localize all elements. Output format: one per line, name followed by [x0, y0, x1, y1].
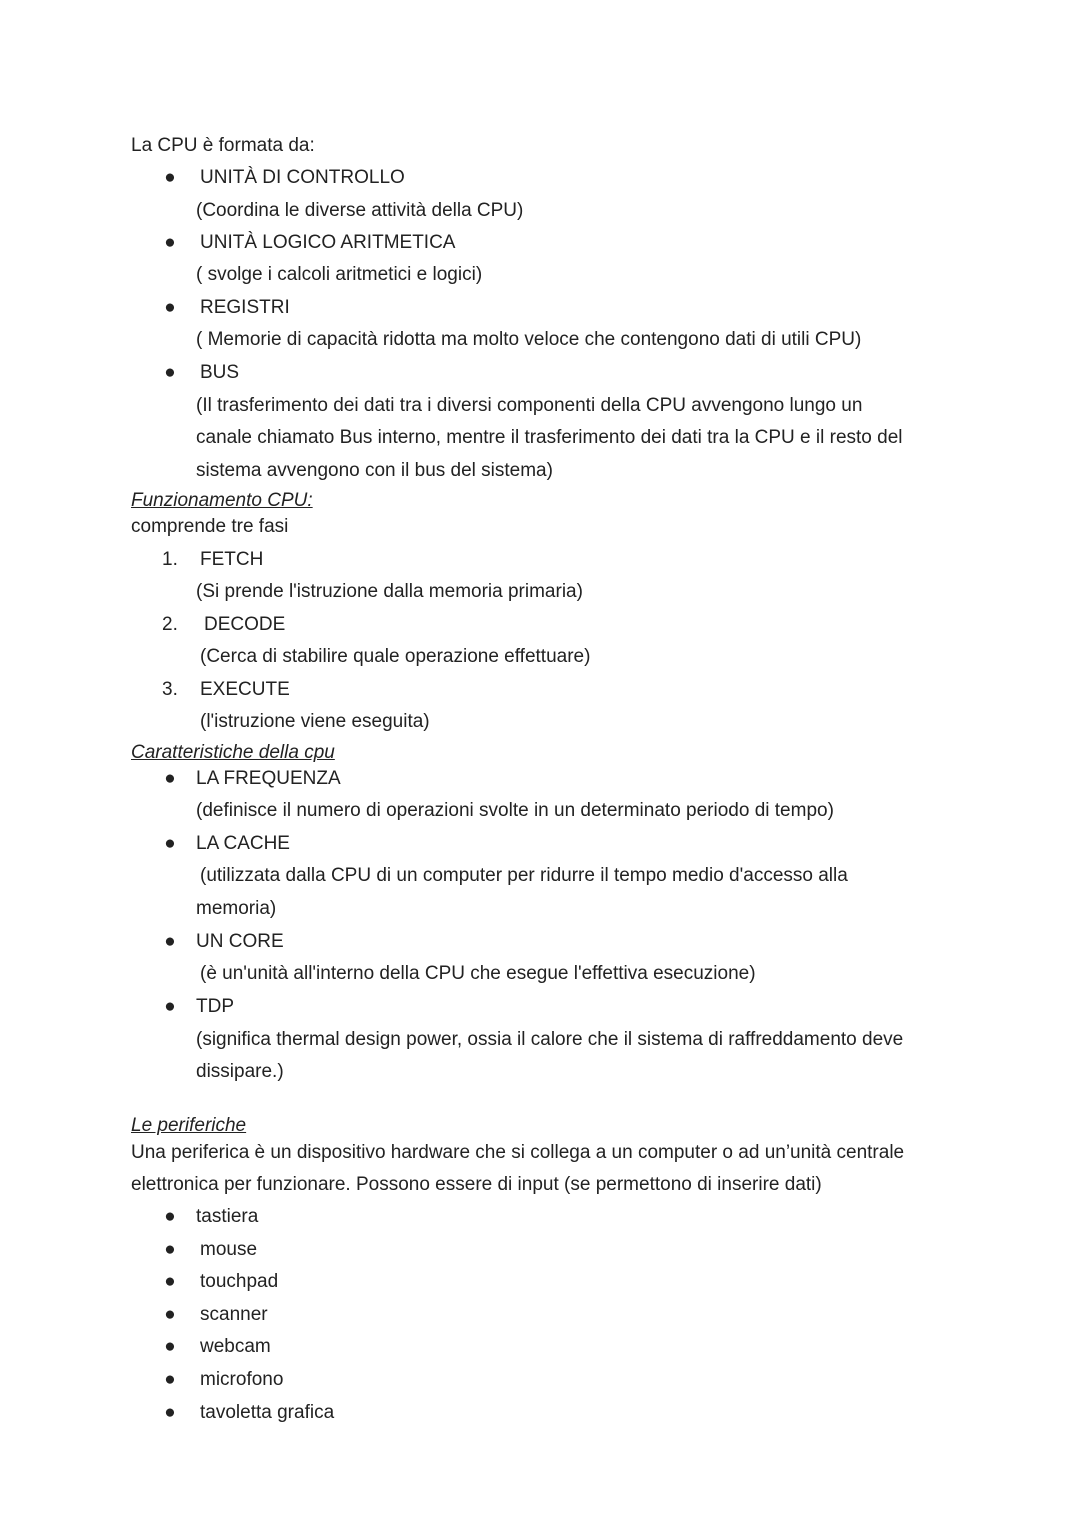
feature-desc: (è un'unità all'interno della CPU che esegue l'effettiva esecuzione) [200, 963, 756, 984]
device-item: microfono [200, 1369, 284, 1390]
bullet-icon: ● [164, 1402, 176, 1423]
step-title: DECODE [204, 614, 286, 635]
periferiche-heading: Le periferiche [131, 1115, 247, 1136]
bullet-icon: ● [164, 362, 176, 383]
bullet-icon: ● [164, 1369, 176, 1390]
bullet-icon: ● [164, 1336, 176, 1357]
cpu-item-desc: sistema avvengono con il bus del sistema) [196, 460, 553, 481]
cpu-item-desc: canale chiamato Bus interno, mentre il trasferimento dei dati tra la CPU e il resto del [196, 427, 903, 448]
periferiche-paragraph: Una periferica è un dispositivo hardware che si collega a un computer o ad un’unità centrale [131, 1142, 905, 1163]
bullet-icon: ● [164, 833, 176, 854]
feature-title: LA FREQUENZA [196, 768, 341, 789]
bullet-icon: ● [164, 297, 176, 318]
bullet-icon: ● [164, 768, 176, 789]
bullet-icon: ● [164, 1271, 176, 1292]
bullet-icon: ● [164, 1304, 176, 1325]
bullet-icon: ● [164, 232, 176, 253]
bullet-icon: ● [164, 996, 176, 1017]
device-item: tastiera [196, 1206, 259, 1227]
step-number: 1. [162, 549, 178, 570]
cpu-item-desc: ( svolge i calcoli aritmetici e logici) [196, 264, 483, 285]
feature-title: TDP [196, 996, 234, 1017]
cpu-item-desc: (Il trasferimento dei dati tra i diversi componenti della CPU avvengono lungo un [196, 395, 863, 416]
cpu-item-title: REGISTRI [200, 297, 290, 318]
feature-desc: memoria) [196, 898, 277, 919]
feature-desc: (utilizzata dalla CPU di un computer per ridurre il tempo medio d'accesso alla [200, 865, 848, 886]
step-desc: (Si prende l'istruzione dalla memoria primaria) [196, 581, 583, 602]
step-title: FETCH [200, 549, 264, 570]
device-item: mouse [200, 1239, 258, 1260]
funzionamento-heading: Funzionamento CPU: [131, 490, 313, 511]
funzionamento-intro: comprende tre fasi [131, 516, 289, 537]
step-title: EXECUTE [200, 679, 290, 700]
feature-title: UN CORE [196, 931, 284, 952]
device-item: scanner [200, 1304, 268, 1325]
step-number: 3. [162, 679, 178, 700]
bullet-icon: ● [164, 167, 176, 188]
step-desc: (l'istruzione viene eseguita) [200, 711, 430, 732]
bullet-icon: ● [164, 931, 176, 952]
cpu-item-title: UNITÀ LOGICO ARITMETICA [200, 232, 456, 253]
device-item: webcam [200, 1336, 271, 1357]
cpu-intro: La CPU è formata da: [131, 135, 315, 156]
bullet-icon: ● [164, 1239, 176, 1260]
bullet-icon: ● [164, 1206, 176, 1227]
cpu-item-desc: (Coordina le diverse attività della CPU) [196, 200, 524, 221]
periferiche-paragraph: elettronica per funzionare. Possono essere di input (se permettono di inserire dati) [131, 1174, 822, 1195]
feature-desc: (significa thermal design power, ossia il calore che il sistema di raffreddamento deve [196, 1029, 904, 1050]
device-item: touchpad [200, 1271, 279, 1292]
cpu-item-desc: ( Memorie di capacità ridotta ma molto veloce che contengono dati di utili CPU) [196, 329, 862, 350]
cpu-item-title: UNITÀ DI CONTROLLO [200, 167, 405, 188]
step-desc: (Cerca di stabilire quale operazione effettuare) [200, 646, 591, 667]
step-number: 2. [162, 614, 178, 635]
feature-desc: (definisce il numero di operazioni svolte in un determinato periodo di tempo) [196, 800, 834, 821]
caratteristiche-heading: Caratteristiche della cpu [131, 742, 335, 763]
feature-title: LA CACHE [196, 833, 290, 854]
feature-desc: dissipare.) [196, 1061, 284, 1082]
device-item: tavoletta grafica [200, 1402, 335, 1423]
cpu-item-title: BUS [200, 362, 240, 383]
